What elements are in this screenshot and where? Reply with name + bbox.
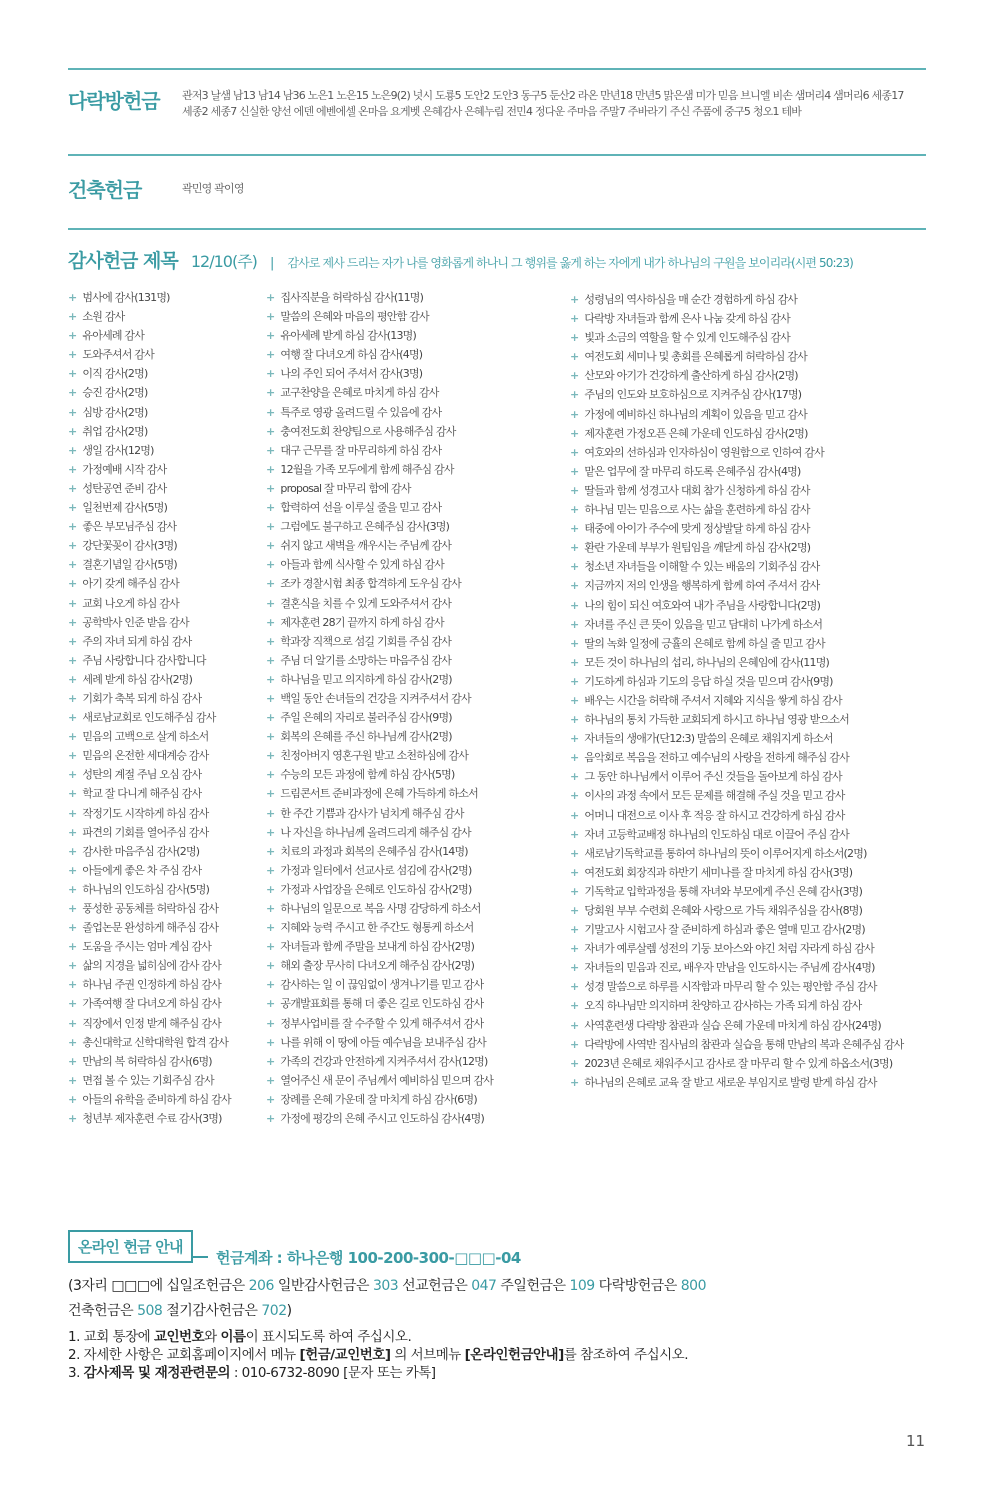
- thanks-item: + 지혜와 능력 주시고 한 주간도 형통케 하소서: [266, 918, 493, 937]
- thanks-header: [68, 246, 853, 273]
- codes-close: ): [286, 1303, 292, 1319]
- thanks-item: + 성탄의 계절 주님 오심 감사: [68, 765, 231, 784]
- thanks-item: + 대구 근무를 잘 마무리하게 하심 감사: [266, 441, 493, 460]
- thanks-item: + 주의 자녀 되게 하심 감사: [68, 632, 231, 651]
- thanks-item: + 여전도회 회장직과 하반기 세미나를 잘 마치게 하심 감사(3명): [570, 863, 903, 882]
- thanks-item: + 만남의 복 허락하심 감사(6명): [68, 1052, 231, 1071]
- thanks-item: + 어머니 대전으로 이사 후 적응 잘 하시고 건강하게 하심 감사: [570, 806, 903, 825]
- page-number: 11: [906, 1432, 926, 1450]
- thanks-item: + 기회가 축복 되게 하심 감사: [68, 689, 231, 708]
- thanks-item: + 가정예배 시작 감사: [68, 460, 231, 479]
- thanks-column-1: [68, 288, 231, 1128]
- thanks-item: + 배우는 시간을 허락해 주셔서 지혜와 지식을 쌓게 하심 감사: [570, 691, 903, 710]
- thanks-verse: 감사로 제사 드리는 자가 나를 영화롭게 하나니 그 행위를 옳게 하는 자에게 내가 하나님의 구원을 보이리라(시편 50:23): [287, 256, 853, 270]
- thanks-item: + 면접 볼 수 있는 기회주심 감사: [68, 1071, 231, 1090]
- code-general: 303: [372, 1278, 399, 1294]
- thanks-item: + 지금까지 저의 인생을 행복하게 함께 하여 주셔서 감사: [570, 576, 903, 595]
- dakbang-title: 다락방헌금: [68, 89, 160, 113]
- thanks-item: + 아들에게 좋은 차 주심 감사: [68, 861, 231, 880]
- thanks-item: + 합력하여 선을 이루실 줄을 믿고 감사: [266, 498, 493, 517]
- thanks-item: + 한 주간 기쁨과 감사가 넘치게 해주심 감사: [266, 804, 493, 823]
- thanks-item: + 여호와의 선하심과 인자하심이 영원함으로 인하여 감사: [570, 443, 903, 462]
- codes-label-season: 절기감사헌금은: [162, 1303, 262, 1319]
- thanks-item: + 아들과 함께 식사할 수 있게 하심 감사: [266, 555, 493, 574]
- thanks-item: + 제자훈련 가정오픈 은혜 가운데 인도하심 감사(2명): [570, 424, 903, 443]
- account-info: 헌금계좌 : 하나은행 100-200-300-□□□-04: [216, 1249, 521, 1267]
- thanks-item: + 성령님의 역사하심을 매 순간 경험하게 하심 감사: [570, 290, 903, 309]
- dakbang-line-2: 세종2 세종7 신실한 양선 에덴 에벤에셀 온마음 요게벳 은혜감사 은혜누림 전민4 정다운 주마음 주말7 주바라기 주신 주품에 중구5 청오1 테바: [182, 105, 802, 118]
- thanks-item: + 쉬지 않고 새벽을 깨우시는 주님께 감사: [266, 536, 493, 555]
- thanks-item: + 나 자신을 하나님께 올려드리게 해주심 감사: [266, 823, 493, 842]
- codes-label-sunday: 주일헌금은: [496, 1278, 570, 1294]
- thanks-item: + 집사직분을 허락하심 감사(11명): [266, 288, 493, 307]
- code-season: 702: [261, 1303, 287, 1319]
- codes-label-dakbang: 다락방헌금은: [594, 1278, 681, 1294]
- thanks-item: + 청년부 제자훈련 수료 감사(3명): [68, 1109, 231, 1128]
- thanks-item: + 다락방 자녀들과 함께 은사 나눔 갖게 하심 감사: [570, 309, 903, 328]
- thanks-item: + 결혼기념일 감사(5명): [68, 555, 231, 574]
- thanks-item: + 교구찬양을 은혜로 마치게 하심 감사: [266, 383, 493, 402]
- thanks-item: + 이사의 과정 속에서 모든 문제를 해결해 주실 것을 믿고 감사: [570, 786, 903, 805]
- offering-codes: [68, 1274, 928, 1324]
- thanks-item: + 학교 잘 다니게 해주심 감사: [68, 784, 231, 803]
- thanks-item: + 강단꽃꽂이 감사(3명): [68, 536, 231, 555]
- thanks-item: + 그럼에도 불구하고 은혜주심 감사(3명): [266, 517, 493, 536]
- thanks-item: + 자녀를 주신 큰 뜻이 있음을 믿고 담대히 나가게 하소서: [570, 615, 903, 634]
- thanks-item: + 유아세례 받게 하심 감사(13명): [266, 326, 493, 345]
- thanks-item: + 성경 말씀으로 하루를 시작함과 마무리 할 수 있는 평안함 주심 감사: [570, 977, 903, 996]
- thanks-item: + 주님 더 알기를 소망하는 마음주심 감사: [266, 651, 493, 670]
- note-1: 1. 교회 통장에 교인번호와 이름이 표시되도록 하여 주십시오.: [68, 1329, 412, 1345]
- thanks-item: + 직장에서 인정 받게 해주심 감사: [68, 1014, 231, 1033]
- thanks-item: + 도움을 주시는 엄마 계심 감사: [68, 937, 231, 956]
- thanks-item: + 오직 하나님만 의지하며 찬양하고 감사하는 가족 되게 하심 감사: [570, 996, 903, 1015]
- thanks-item: + 하나님 주권 인정하게 하심 감사: [68, 975, 231, 994]
- thanks-item: + 여전도회 세미나 및 총회를 은혜롭게 허락하심 감사: [570, 347, 903, 366]
- thanks-item: + 장례를 은혜 가운데 잘 마치게 하심 감사(6명): [266, 1090, 493, 1109]
- thanks-item: + 아기 갖게 해주심 감사: [68, 574, 231, 593]
- note-3: 3. 감사제목 및 재정관련문의 : 010-6732-8090 [문자 또는 카톡]: [68, 1365, 436, 1381]
- thanks-item: + 새로남교회로 인도해주심 감사: [68, 708, 231, 727]
- thanks-item: + 감사하는 일 이 끊임없이 생겨나기를 믿고 감사: [266, 975, 493, 994]
- codes-label-mission: 선교헌금은: [398, 1278, 472, 1294]
- thanks-item: + 회복의 은혜를 주신 하나님께 감사(2명): [266, 727, 493, 746]
- thanks-item: + 승진 감사(2명): [68, 383, 231, 402]
- thanks-item: + 도와주셔서 감사: [68, 345, 231, 364]
- thanks-item: + 학과장 직책으로 섬길 기회를 주심 감사: [266, 632, 493, 651]
- thanks-item: + 기도하게 하심과 기도의 응답 하실 것을 믿으며 감사(9명): [570, 672, 903, 691]
- thanks-item: + 생일 감사(12명): [68, 441, 231, 460]
- thanks-item: + 하나님의 일문으로 복음 사명 감당하게 하소서: [266, 899, 493, 918]
- thanks-item: + 산모와 아기가 건강하게 출산하게 하심 감사(2명): [570, 366, 903, 385]
- thanks-item: + 조카 경찰시험 최종 합격하게 도우심 감사: [266, 574, 493, 593]
- thanks-item: + 좋은 부모님주심 감사: [68, 517, 231, 536]
- thanks-item: + 12월을 가족 모두에게 함께 해주심 감사: [266, 460, 493, 479]
- codes-label-general: 일반감사헌금은: [273, 1278, 373, 1294]
- thanks-item: + 딸들과 함께 성경고사 대회 참가 신청하게 하심 감사: [570, 481, 903, 500]
- code-sunday: 109: [569, 1278, 595, 1294]
- thanks-item: + 나의 힘이 되신 여호와여 내가 주님을 사랑합니다(2명): [570, 596, 903, 615]
- thanks-item: + 정부사업비를 잘 수주할 수 있게 해주셔서 감사: [266, 1014, 493, 1033]
- thanks-item: + 취업 감사(2명): [68, 422, 231, 441]
- thanks-item: + 일천번제 감사(5명): [68, 498, 231, 517]
- thanks-item: + 가정에 평강의 은혜 주시고 인도하심 감사(4명): [266, 1109, 493, 1128]
- thanks-title: 감사헌금 제목: [68, 250, 178, 272]
- thanks-item: + 특주로 영광 올려드릴 수 있음에 감사: [266, 403, 493, 422]
- thanks-item: + 해외 출장 무사히 다녀오게 해주심 감사(2명): [266, 956, 493, 975]
- thanks-item: + 백일 동안 손녀들의 건강을 지켜주셔서 감사: [266, 689, 493, 708]
- code-mission: 047: [471, 1278, 497, 1294]
- top-divider: [68, 68, 926, 70]
- thanks-item: + 하나님의 통치 가득한 교회되게 하시고 하나님 영광 받으소서: [570, 710, 903, 729]
- thanks-item: + 성탄공연 준비 감사: [68, 479, 231, 498]
- thanks-item: + 이직 감사(2명): [68, 364, 231, 383]
- thanks-item: + 감사한 마음주심 감사(2명): [68, 842, 231, 861]
- thanks-item: + 가정과 일터에서 선교사로 섬김에 감사(2명): [266, 861, 493, 880]
- thanks-item: + 음악회로 복음을 전하고 예수님의 사랑을 전하게 해주심 감사: [570, 748, 903, 767]
- thanks-item: + 열어주신 새 문이 주님께서 예비하심 믿으며 감사: [266, 1071, 493, 1090]
- codes-label-tithe: 에 십일조헌금은: [149, 1278, 249, 1294]
- thanks-item: + 믿음의 고백으로 살게 하소서: [68, 727, 231, 746]
- dakbang-line-1: 관저3 날샘 남13 남14 남36 노은1 노은15 노은9(2) 넛시 도룡5 도안2 도안3 동구5 둔산2 라온 만년18 만년5 맑은샘 미가 믿음 브니엘 비손 샘머리4 샘머리6 세종17: [182, 89, 904, 102]
- thanks-item: + 자녀들의 생애가(단12:3) 말씀의 은혜로 채워지게 하소서: [570, 729, 903, 748]
- thanks-item: + 공개발표회를 통해 더 좋은 길로 인도하심 감사: [266, 994, 493, 1013]
- thanks-item: + 하나님의 인도하심 감사(5명): [68, 880, 231, 899]
- divider-thanks: [68, 228, 926, 230]
- thanks-item: + 하나님의 은혜로 교육 잘 받고 새로운 부임지로 발령 받게 하심 감사: [570, 1073, 903, 1092]
- thanks-item: + 나를 위해 이 땅에 아들 예수님을 보내주심 감사: [266, 1033, 493, 1052]
- thanks-item: + 여행 잘 다녀오게 하심 감사(4명): [266, 345, 493, 364]
- thanks-item: + 범사에 감사(131명): [68, 288, 231, 307]
- thanks-item: + 당회원 부부 수련회 은혜와 사랑으로 가득 채워주심을 감사(8명): [570, 901, 903, 920]
- thanks-item: + 친정아버지 영혼구원 받고 소천하심에 감사: [266, 746, 493, 765]
- thanks-item: + 기말고사 시험고사 잘 준비하게 하심과 좋은 열매 믿고 감사(2명): [570, 920, 903, 939]
- thanks-item: + 2023년 은혜로 채워주시고 감사로 잘 마무리 할 수 있게 하옵소서(3명): [570, 1054, 903, 1073]
- thanks-item: + 세례 받게 하심 감사(2명): [68, 670, 231, 689]
- thanks-item: + 다락방에 사역반 집사님의 참관과 실습을 통해 만남의 복과 은혜주심 감사: [570, 1035, 903, 1054]
- thanks-item: + 자녀들과 함께 주말을 보내게 하심 감사(2명): [266, 937, 493, 956]
- code-building: 508: [137, 1303, 163, 1319]
- thanks-item: + 수능의 모든 과정에 함께 하심 감사(5명): [266, 765, 493, 784]
- thanks-item: + 기독학교 입학과정을 통해 자녀와 부모에게 주신 은혜 감사(3명): [570, 882, 903, 901]
- thanks-date: 12/10(주): [190, 252, 257, 271]
- building-list: 곽민영 곽이영: [182, 182, 244, 195]
- thanks-item: + 나의 주인 되어 주셔서 감사(3명): [266, 364, 493, 383]
- thanks-item: + 빛과 소금의 역할을 할 수 있게 인도해주심 감사: [570, 328, 903, 347]
- thanks-item: + 태중에 아이가 주수에 맞게 정상발달 하게 하심 감사: [570, 519, 903, 538]
- thanks-item: + 파견의 기회를 열어주심 감사: [68, 823, 231, 842]
- building-title: 건축헌금: [68, 178, 142, 202]
- online-guide-label: 온라인 헌금 안내: [68, 1230, 193, 1263]
- codes-boxes: □□□: [111, 1278, 150, 1294]
- thanks-item: + 환란 가운데 부부가 원팀임을 깨닫게 하심 감사(2명): [570, 538, 903, 557]
- thanks-item: + 제자훈련 28기 끝까지 하게 하심 감사: [266, 613, 493, 632]
- thanks-item: + 맡은 업무에 잘 마무리 하도록 은혜주심 감사(4명): [570, 462, 903, 481]
- thanks-item: + 가족의 건강과 안전하게 지켜주셔서 감사(12명): [266, 1052, 493, 1071]
- thanks-item: + 총신대학교 신학대학원 합격 감사: [68, 1033, 231, 1052]
- thanks-item: + 소원 감사: [68, 307, 231, 326]
- thanks-item: + 자녀들의 믿음과 진로, 배우자 만남을 인도하시는 주님께 감사(4명): [570, 958, 903, 977]
- thanks-item: + 졸업논문 완성하게 해주심 감사: [68, 918, 231, 937]
- thanks-item: + 모든 것이 하나님의 섭리, 하나님의 은혜임에 감사(11명): [570, 653, 903, 672]
- thanks-item: + proposal 잘 마무리 함에 감사: [266, 479, 493, 498]
- thanks-item: + 아들의 유학을 준비하게 하심 감사: [68, 1090, 231, 1109]
- thanks-item: + 자녀가 예루살렘 성전의 기둥 보아스와 야긴 처럼 자라게 하심 감사: [570, 939, 903, 958]
- codes-label-building: 건축헌금은: [68, 1303, 138, 1319]
- code-tithe: 206: [248, 1278, 274, 1294]
- thanks-item: + 하나님 믿는 믿음으로 사는 삶을 훈련하게 하심 감사: [570, 500, 903, 519]
- thanks-item: + 하나님을 믿고 의지하게 하심 감사(2명): [266, 670, 493, 689]
- thanks-item: + 그 동안 하나님께서 이루어 주신 것들을 돌아보게 하심 감사: [570, 767, 903, 786]
- thanks-item: + 삶의 지경을 넓히심에 감사 감사: [68, 956, 231, 975]
- codes-prefix: (3자리: [68, 1278, 112, 1294]
- thanks-item: + 주님의 인도와 보호하심으로 지켜주심 감사(17명): [570, 385, 903, 404]
- thanks-item: + 교회 나오게 하심 감사: [68, 594, 231, 613]
- thanks-item: + 결혼식을 치를 수 있게 도와주셔서 감사: [266, 594, 493, 613]
- online-notes: [68, 1328, 688, 1382]
- thanks-item: + 자녀 고등학교배정 하나님의 인도하심 대로 이끌어 주심 감사: [570, 825, 903, 844]
- thanks-item: + 유아세례 감사: [68, 326, 231, 345]
- thanks-column-2: [266, 288, 493, 1128]
- thanks-item: + 충여전도회 찬양팀으로 사용해주심 감사: [266, 422, 493, 441]
- thanks-item: + 풍성한 공동체를 허락하심 감사: [68, 899, 231, 918]
- thanks-item: + 작정기도 시작하게 하심 감사: [68, 804, 231, 823]
- thanks-item: + 청소년 자녀들을 이해할 수 있는 배움의 기회주심 감사: [570, 557, 903, 576]
- thanks-item: + 새로남기독학교를 통하여 하나님의 뜻이 이루어지게 하소서(2명): [570, 844, 903, 863]
- thanks-item: + 사역훈련생 다락방 참관과 실습 은혜 가운데 마치게 하심 감사(24명): [570, 1016, 903, 1035]
- thanks-item: + 치료의 과정과 회복의 은혜주심 감사(14명): [266, 842, 493, 861]
- thanks-item: + 딸의 녹화 일정에 긍휼의 은혜로 함께 하실 줄 믿고 감사: [570, 634, 903, 653]
- thanks-item: + 가정과 사업장을 은혜로 인도하심 감사(2명): [266, 880, 493, 899]
- thanks-column-3: [570, 290, 903, 1092]
- thanks-item: + 가족여행 잘 다녀오게 하심 감사: [68, 994, 231, 1013]
- note-2: 2. 자세한 사항은 교회홈페이지에서 메뉴 [헌금/교인번호] 의 서브메뉴 [온라인헌금안내]를 참조하여 주십시오.: [68, 1347, 689, 1363]
- thanks-item: + 믿음의 온전한 세대계승 감사: [68, 746, 231, 765]
- thanks-item: + 주님 사랑합니다 감사합니다: [68, 651, 231, 670]
- thanks-item: + 드림콘서트 준비과정에 은혜 가득하게 하소서: [266, 784, 493, 803]
- thanks-item: + 공학박사 인준 받음 감사: [68, 613, 231, 632]
- thanks-item: + 가정에 예비하신 하나님의 계획이 있음을 믿고 감사: [570, 405, 903, 424]
- thanks-item: + 주일 은혜의 자리로 불러주심 감사(9명): [266, 708, 493, 727]
- thanks-item: + 심방 감사(2명): [68, 403, 231, 422]
- thanks-item: + 말씀의 은혜와 마음의 평안함 감사: [266, 307, 493, 326]
- divider-building: [68, 154, 926, 156]
- code-dakbang: 800: [680, 1278, 706, 1294]
- dakbang-list: [182, 88, 932, 120]
- thanks-separator: |: [270, 256, 275, 271]
